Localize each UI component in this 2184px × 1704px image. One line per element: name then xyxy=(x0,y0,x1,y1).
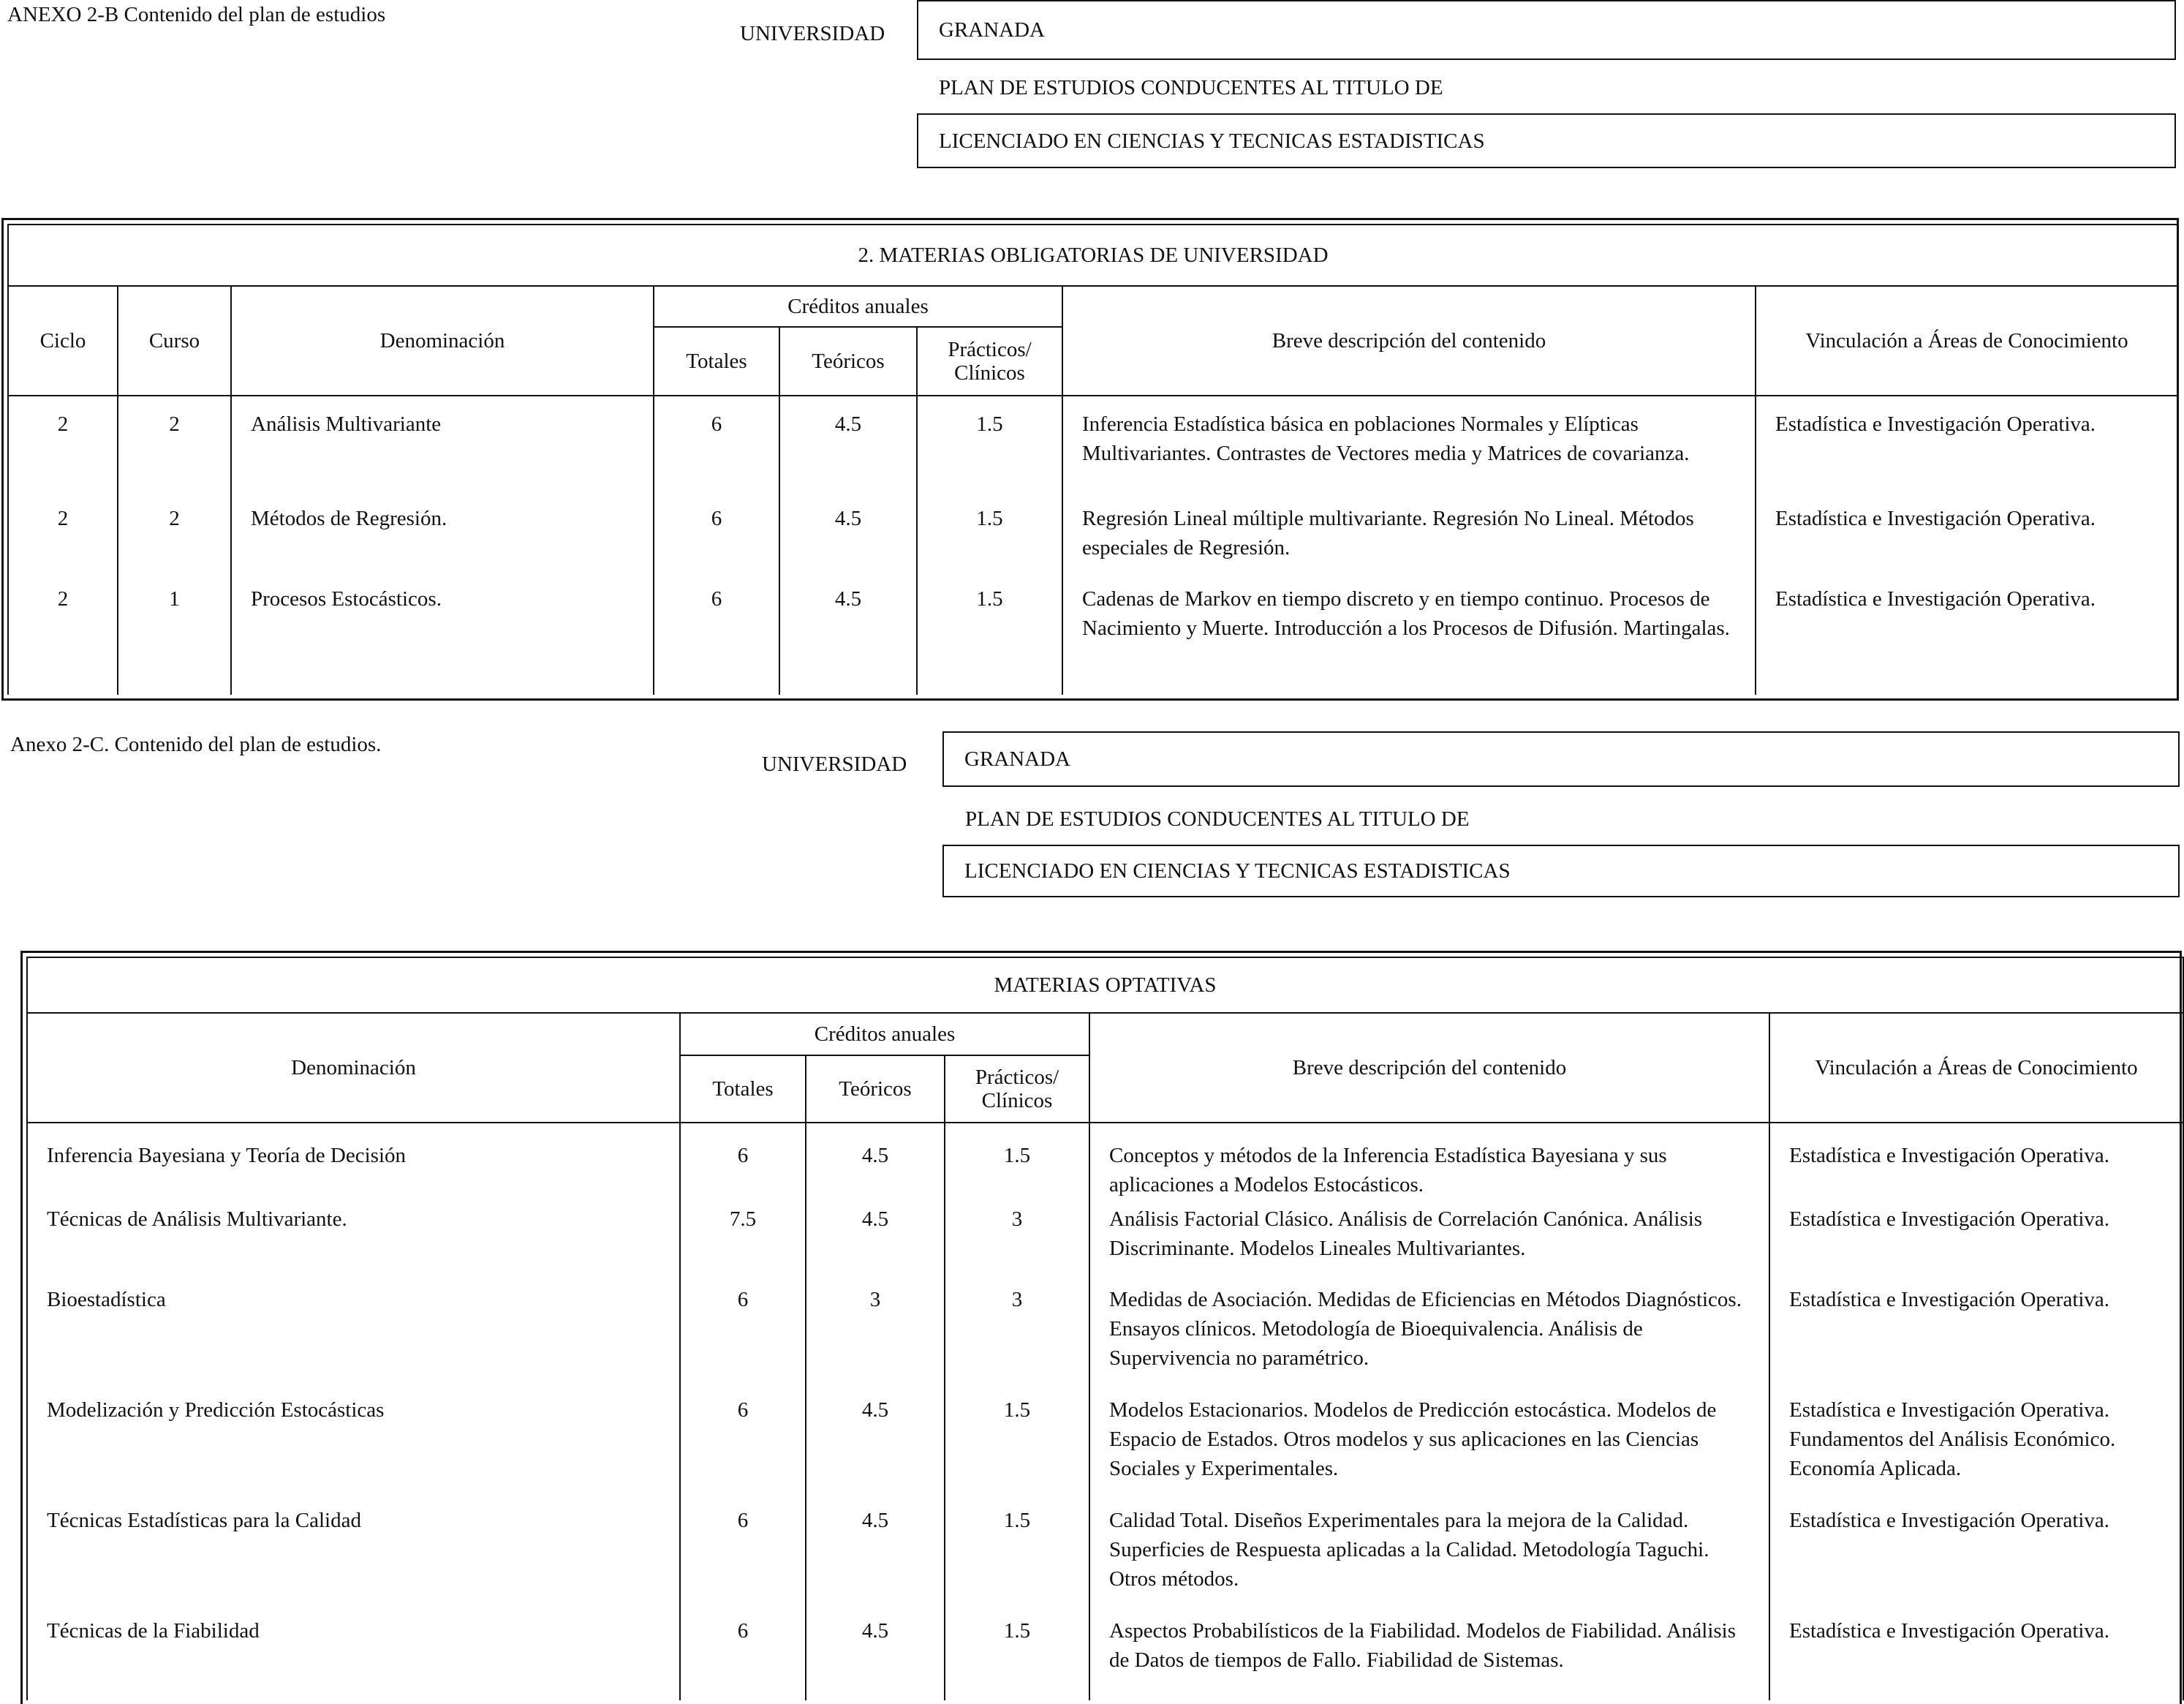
cell-descripcion: Medidas de Asociación. Medidas de Eficiencias en Métodos Diagnósticos. Ensayos clínicos. Metodología de Bioequivalencia. Análisis de Supervivencia no paramétrico. xyxy=(1089,1285,1769,1395)
plan-label: PLAN DE ESTUDIOS CONDUCENTES AL TITULO DE xyxy=(939,76,1443,99)
table-row xyxy=(8,396,2178,504)
header-practicos: Prácticos/ Clínicos xyxy=(917,327,1062,396)
cell-denominacion: Inferencia Bayesiana y Teoría de Decisión xyxy=(27,1123,680,1205)
table-row xyxy=(27,1395,2183,1506)
header-vinculacion: Vinculación a Áreas de Conocimiento xyxy=(1756,286,2178,396)
header-teoricos: Teóricos xyxy=(779,327,917,396)
university-value: GRANADA xyxy=(939,18,1045,42)
cell-descripcion: Calidad Total. Diseños Experimentales para la mejora de la Calidad. Superficies de Respuesta aplicadas a la Calidad. Metodología Taguchi. Otros métodos. xyxy=(1089,1506,1769,1616)
cell-vinculacion: Estadística e Investigación Operativa. xyxy=(1769,1205,2183,1285)
cell-totales: 6 xyxy=(654,396,779,504)
cell-totales: 6 xyxy=(654,584,779,695)
cell-practicos: 1.5 xyxy=(917,396,1062,504)
table-row xyxy=(8,504,2178,584)
cell-ciclo: 2 xyxy=(8,504,118,584)
cell-teoricos: 4.5 xyxy=(779,504,917,584)
cell-teoricos: 4.5 xyxy=(806,1616,945,1700)
cell-teoricos: 4.5 xyxy=(806,1395,945,1506)
cell-curso: 2 xyxy=(118,504,231,584)
header-curso: Curso xyxy=(118,286,231,396)
table-row xyxy=(8,584,2178,695)
degree-field-c xyxy=(942,845,2180,897)
table-row xyxy=(27,1616,2183,1700)
table-row xyxy=(27,1205,2183,1285)
table-row xyxy=(27,1123,2183,1205)
cell-teoricos: 4.5 xyxy=(806,1506,945,1616)
header-denominacion: Denominación xyxy=(231,286,654,396)
cell-totales: 6 xyxy=(654,504,779,584)
cell-teoricos: 4.5 xyxy=(779,584,917,695)
cell-denominacion: Métodos de Regresión. xyxy=(231,504,654,584)
cell-vinculacion: Estadística e Investigación Operativa. xyxy=(1756,504,2178,584)
cell-curso: 2 xyxy=(118,396,231,504)
cell-practicos: 1.5 xyxy=(945,1395,1089,1506)
cell-practicos: 3 xyxy=(945,1205,1089,1285)
optativas-table xyxy=(20,951,2182,1704)
cell-totales: 6 xyxy=(680,1506,806,1616)
header-descripcion-c: Breve descripción del contenido xyxy=(1089,1013,1769,1123)
cell-vinculacion: Estadística e Investigación Operativa. Fundamentos del Análisis Económico. Economía Aplicada. xyxy=(1769,1395,2183,1506)
cell-descripcion: Aspectos Probabilísticos de la Fiabilidad. Modelos de Fiabilidad. Análisis de Datos de tiempos de Fallo. Fiabilidad de Sistemas. xyxy=(1089,1616,1769,1700)
cell-practicos: 1.5 xyxy=(917,584,1062,695)
cell-descripcion: Modelos Estacionarios. Modelos de Predicción estocástica. Modelos de Espacio de Estados. Otros modelos y sus aplicaciones en las Ciencias Sociales y Experimentales. xyxy=(1089,1395,1769,1506)
annex-2c-label: Anexo 2-C. Contenido del plan de estudios. xyxy=(10,733,382,756)
header-denominacion-c: Denominación xyxy=(27,1013,680,1123)
cell-totales: 6 xyxy=(680,1123,806,1205)
cell-denominacion: Técnicas de la Fiabilidad xyxy=(27,1616,680,1700)
cell-vinculacion: Estadística e Investigación Operativa. xyxy=(1756,584,2178,695)
cell-denominacion: Bioestadística xyxy=(27,1285,680,1395)
cell-practicos: 1.5 xyxy=(945,1506,1089,1616)
cell-totales: 6 xyxy=(680,1395,806,1506)
table-title-c: MATERIAS OPTATIVAS xyxy=(27,957,2183,1013)
header-teoricos-c: Teóricos xyxy=(806,1055,945,1123)
cell-totales: 6 xyxy=(680,1616,806,1700)
cell-descripcion: Regresión Lineal múltiple multivariante. Regresión No Lineal. Métodos especiales de Regresión. xyxy=(1062,504,1756,584)
cell-descripcion: Conceptos y métodos de la Inferencia Estadística Bayesiana y sus aplicaciones a Modelos Estocásticos. xyxy=(1089,1123,1769,1205)
cell-descripcion: Análisis Factorial Clásico. Análisis de Correlación Canónica. Análisis Discriminante. Modelos Lineales Multivariantes. xyxy=(1089,1205,1769,1285)
obligatorias-table xyxy=(1,218,2179,701)
cell-denominacion: Modelización y Predicción Estocásticas xyxy=(27,1395,680,1506)
cell-vinculacion: Estadística e Investigación Operativa. xyxy=(1769,1616,2183,1700)
cell-vinculacion: Estadística e Investigación Operativa. xyxy=(1769,1123,2183,1205)
cell-denominacion: Análisis Multivariante xyxy=(231,396,654,504)
university-field xyxy=(917,0,2176,60)
cell-denominacion: Técnicas Estadísticas para la Calidad xyxy=(27,1506,680,1616)
table-row xyxy=(27,1506,2183,1616)
cell-practicos: 1.5 xyxy=(945,1616,1089,1700)
cell-denominacion: Procesos Estocásticos. xyxy=(231,584,654,695)
cell-practicos: 1.5 xyxy=(917,504,1062,584)
cell-vinculacion: Estadística e Investigación Operativa. xyxy=(1756,396,2178,504)
cell-totales: 7.5 xyxy=(680,1205,806,1285)
header-creditos-c: Créditos anuales xyxy=(680,1013,1089,1055)
cell-descripcion: Inferencia Estadística básica en poblaciones Normales y Elípticas Multivariantes. Contrastes de Vectores media y Matrices de covarianza. xyxy=(1062,396,1756,504)
cell-teoricos: 4.5 xyxy=(806,1123,945,1205)
annex-2b-label: ANEXO 2-B Contenido del plan de estudios xyxy=(7,3,386,26)
cell-teoricos: 4.5 xyxy=(779,396,917,504)
header-totales: Totales xyxy=(654,327,779,396)
cell-denominacion: Técnicas de Análisis Multivariante. xyxy=(27,1205,680,1285)
cell-practicos: 3 xyxy=(945,1285,1089,1395)
cell-descripcion: Cadenas de Markov en tiempo discreto y en tiempo continuo. Procesos de Nacimiento y Muerte. Introducción a los Procesos de Difusión. Martingalas. xyxy=(1062,584,1756,695)
cell-vinculacion: Estadística e Investigación Operativa. xyxy=(1769,1285,2183,1395)
header-practicos-c: Prácticos/ Clínicos xyxy=(945,1055,1089,1123)
header-vinculacion-c: Vinculación a Áreas de Conocimiento xyxy=(1769,1013,2183,1123)
degree-value: LICENCIADO EN CIENCIAS Y TECNICAS ESTADISTICAS xyxy=(939,129,1485,153)
header-totales-c: Totales xyxy=(680,1055,806,1123)
table-row xyxy=(27,1285,2183,1395)
cell-ciclo: 2 xyxy=(8,396,118,504)
university-value-c: GRANADA xyxy=(964,747,1070,771)
degree-field xyxy=(917,113,2176,168)
cell-teoricos: 3 xyxy=(806,1285,945,1395)
header-descripcion: Breve descripción del contenido xyxy=(1062,286,1756,396)
university-label: UNIVERSIDAD xyxy=(740,22,885,45)
university-label-c: UNIVERSIDAD xyxy=(762,753,907,776)
header-creditos: Créditos anuales xyxy=(654,286,1062,327)
header-ciclo: Ciclo xyxy=(8,286,118,396)
table-title: 2. MATERIAS OBLIGATORIAS DE UNIVERSIDAD xyxy=(8,225,2178,286)
cell-totales: 6 xyxy=(680,1285,806,1395)
cell-curso: 1 xyxy=(118,584,231,695)
cell-teoricos: 4.5 xyxy=(806,1205,945,1285)
cell-ciclo: 2 xyxy=(8,584,118,695)
university-field-c xyxy=(942,731,2180,787)
degree-value-c: LICENCIADO EN CIENCIAS Y TECNICAS ESTADISTICAS xyxy=(964,859,1511,883)
plan-label-c: PLAN DE ESTUDIOS CONDUCENTES AL TITULO DE xyxy=(965,807,1470,831)
cell-practicos: 1.5 xyxy=(945,1123,1089,1205)
cell-vinculacion: Estadística e Investigación Operativa. xyxy=(1769,1506,2183,1616)
